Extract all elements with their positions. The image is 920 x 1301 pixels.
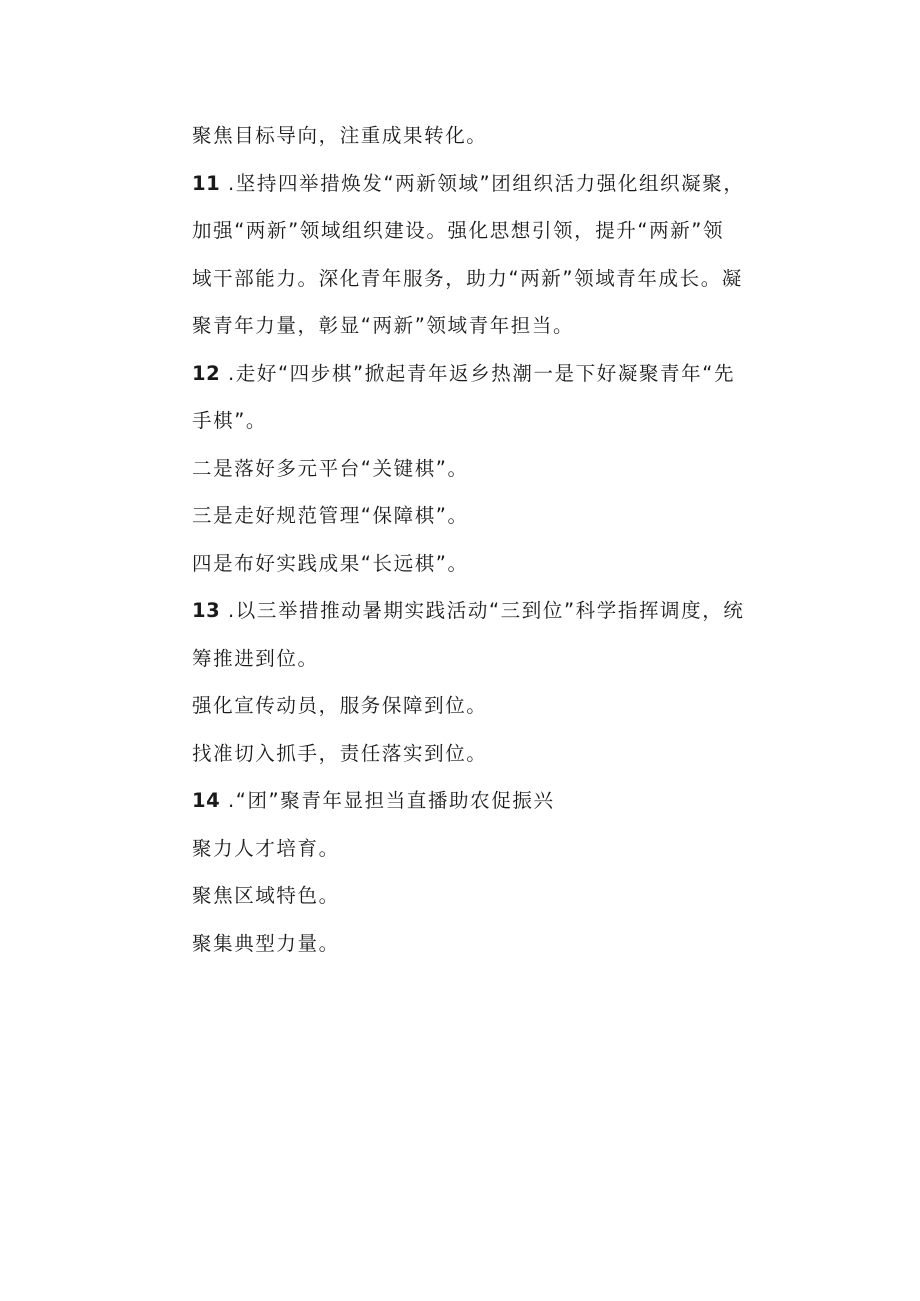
text-line <box>192 207 782 255</box>
text-line <box>192 872 782 920</box>
line-text: 聚焦区域特色。 <box>192 884 340 907</box>
text-line <box>192 777 782 825</box>
line-text: .走好“四步棋”掀起青年返乡热潮一是下好凝聚青年“先 <box>220 361 736 385</box>
text-line <box>192 445 782 493</box>
text-line <box>192 825 782 873</box>
line-text: 二是落好多元平台“关键棋”。 <box>192 456 469 480</box>
line-text: 聚焦目标导向，注重成果转化。 <box>192 124 488 147</box>
text-line <box>192 540 782 588</box>
text-line <box>192 397 782 445</box>
item-number: 11 <box>192 171 221 195</box>
text-line <box>192 160 782 208</box>
line-text: 聚青年力量，彰显“两新”领域青年担当。 <box>192 314 575 337</box>
text-line <box>192 587 782 635</box>
text-line <box>192 255 782 303</box>
line-text: 聚力人才培育。 <box>192 836 340 860</box>
line-text: .以三举措推动暑期实践活动“三到位”科学指挥调度，统 <box>220 599 745 622</box>
line-text: 四是布好实践成果“长远棋”。 <box>192 551 469 575</box>
item-number: 13 <box>192 599 221 622</box>
text-line <box>192 682 782 730</box>
line-text: 强化宣传动员，服务保障到位。 <box>192 694 488 717</box>
line-text: 手棋”。 <box>192 409 268 432</box>
line-text: .“团”聚青年显担当直播助农促振兴 <box>220 789 555 812</box>
item-number: 14 <box>192 789 221 812</box>
line-text: 加强“两新”领域组织建设。强化思想引领，提升“两新”领 <box>192 219 725 242</box>
item-number: 12 <box>192 361 221 385</box>
line-text: 聚集典型力量。 <box>192 931 340 955</box>
line-text: 三是走好规范管理“保障棋”。 <box>192 504 469 527</box>
line-text: 域干部能力。深化青年服务，助力“两新”领域青年成长。凝 <box>192 266 743 290</box>
line-text: .坚持四举措焕发“两新领域”团组织活力强化组织凝聚， <box>220 171 745 195</box>
text-line <box>192 920 782 968</box>
text-line <box>192 350 782 398</box>
text-line <box>192 492 782 540</box>
document-body <box>192 112 782 967</box>
text-line <box>192 730 782 778</box>
line-text: 筹推进到位。 <box>192 646 319 670</box>
text-line <box>192 112 782 160</box>
text-line <box>192 302 782 350</box>
line-text: 找准切入抓手，责任落实到位。 <box>192 741 488 765</box>
text-line <box>192 635 782 683</box>
